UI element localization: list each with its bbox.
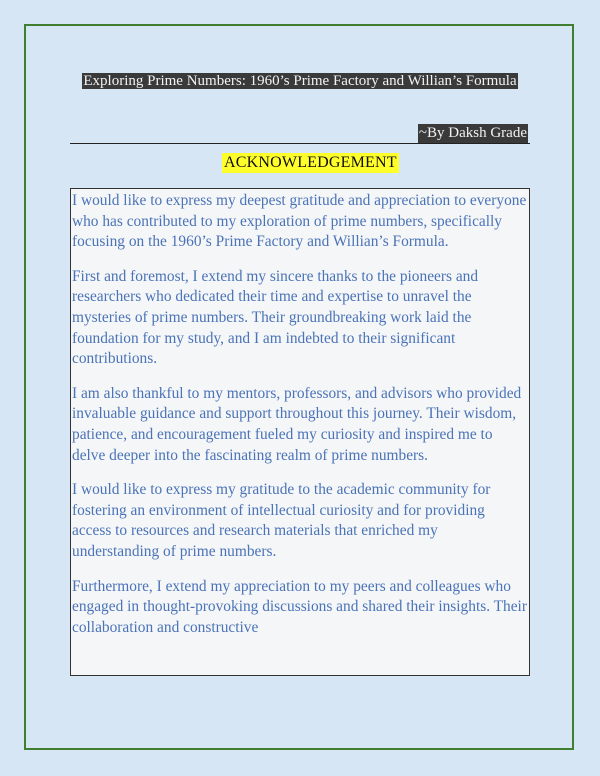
section-heading: ACKNOWLEDGEMENT (224, 154, 397, 171)
paragraph-1: I would like to express my deepest gratitude and appreciation to everyone who has contributed to my exploration of prime numbers, specifically focusing on the 1960’s Prime Factory and Willian’s Formula. (72, 192, 527, 251)
paragraph-4: I would like to express my gratitude to the academic community for fostering an environment of intellectual curiosity and for providing access to resources and research materials that enriched my understanding of prime numbers. (72, 481, 491, 560)
title-block (70, 72, 530, 91)
paragraph-3: I am also thankful to my mentors, professors, and advisors who provided invaluable guidance and support throughout this journey. Their wisdom, patience, and encouragement fueled my curiosity and inspired me to delve deeper into the fascinating realm of prime numbers. (72, 384, 522, 464)
paragraph-2: First and foremost, I extend my sincere thanks to the pioneers and researchers who dedicated their time and expertise to unravel the mysteries of prime numbers. Their groundbreaking work laid the foundation for my study, and I am indebted to their significant contributions. (72, 267, 479, 368)
acknowledgement-text-box (70, 188, 530, 676)
document-title: Exploring Prime Numbers: 1960’s Prime Factory and Willian’s Formula (83, 73, 517, 89)
author-byline: ~By Daksh Grade (418, 125, 527, 141)
paragraph-5: Furthermore, I extend my appreciation to my peers and colleagues who engaged in thought-provoking discussions and shared their insights. Their collaboration and constructive (72, 577, 527, 636)
title-divider (70, 143, 530, 144)
